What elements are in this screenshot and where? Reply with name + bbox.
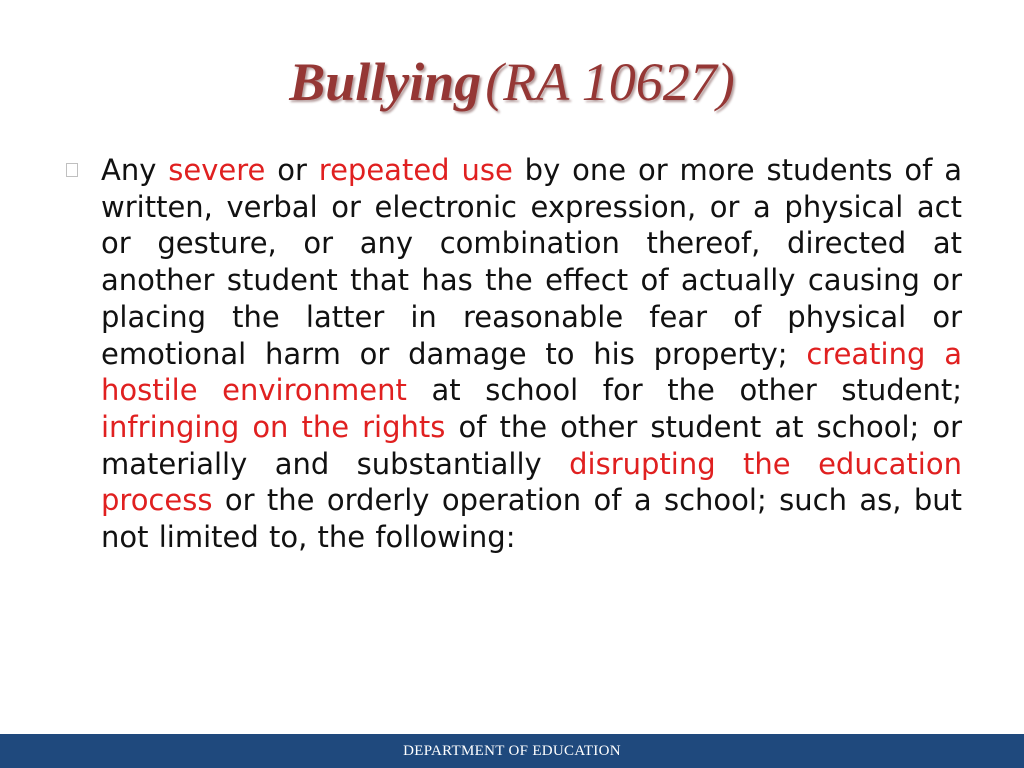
body-text-6: or the orderly operation of a school; such as, but not limited to, the following: [101, 483, 962, 555]
bullet-text [101, 152, 962, 556]
bullet-block [64, 152, 962, 556]
body-text-4: at school for the other student; [406, 373, 962, 408]
body-text-1: Any [101, 153, 169, 187]
title-sub: (RA 10627) [485, 52, 735, 112]
highlight-severe: severe [168, 153, 266, 187]
title-main: Bullying [289, 52, 482, 112]
highlight-hostile-environment: creating a hostile environment [101, 336, 962, 408]
highlight-disrupting-education: disrupting the education process [101, 446, 962, 518]
footer-bar [0, 734, 1024, 768]
slide-title [0, 48, 1024, 116]
footer-label: DEPARTMENT OF EDUCATION [403, 743, 621, 759]
body-text-3: by one or more students of a written, verbal or electronic expression, or a physical act or gesture, or any combination thereof, directed at another student that has the effect of actually causing or placing the latter in reasonable fear of physical or emotional harm or damage to his property; [101, 153, 962, 371]
square-bullet-icon [66, 163, 78, 177]
highlight-repeated-use: repeated use [318, 153, 513, 187]
highlight-infringing-rights: infringing on the rights [101, 409, 446, 444]
body-text-5: of the other student at school; or materially and substantially [101, 409, 962, 481]
body-text-2: or [265, 153, 319, 187]
